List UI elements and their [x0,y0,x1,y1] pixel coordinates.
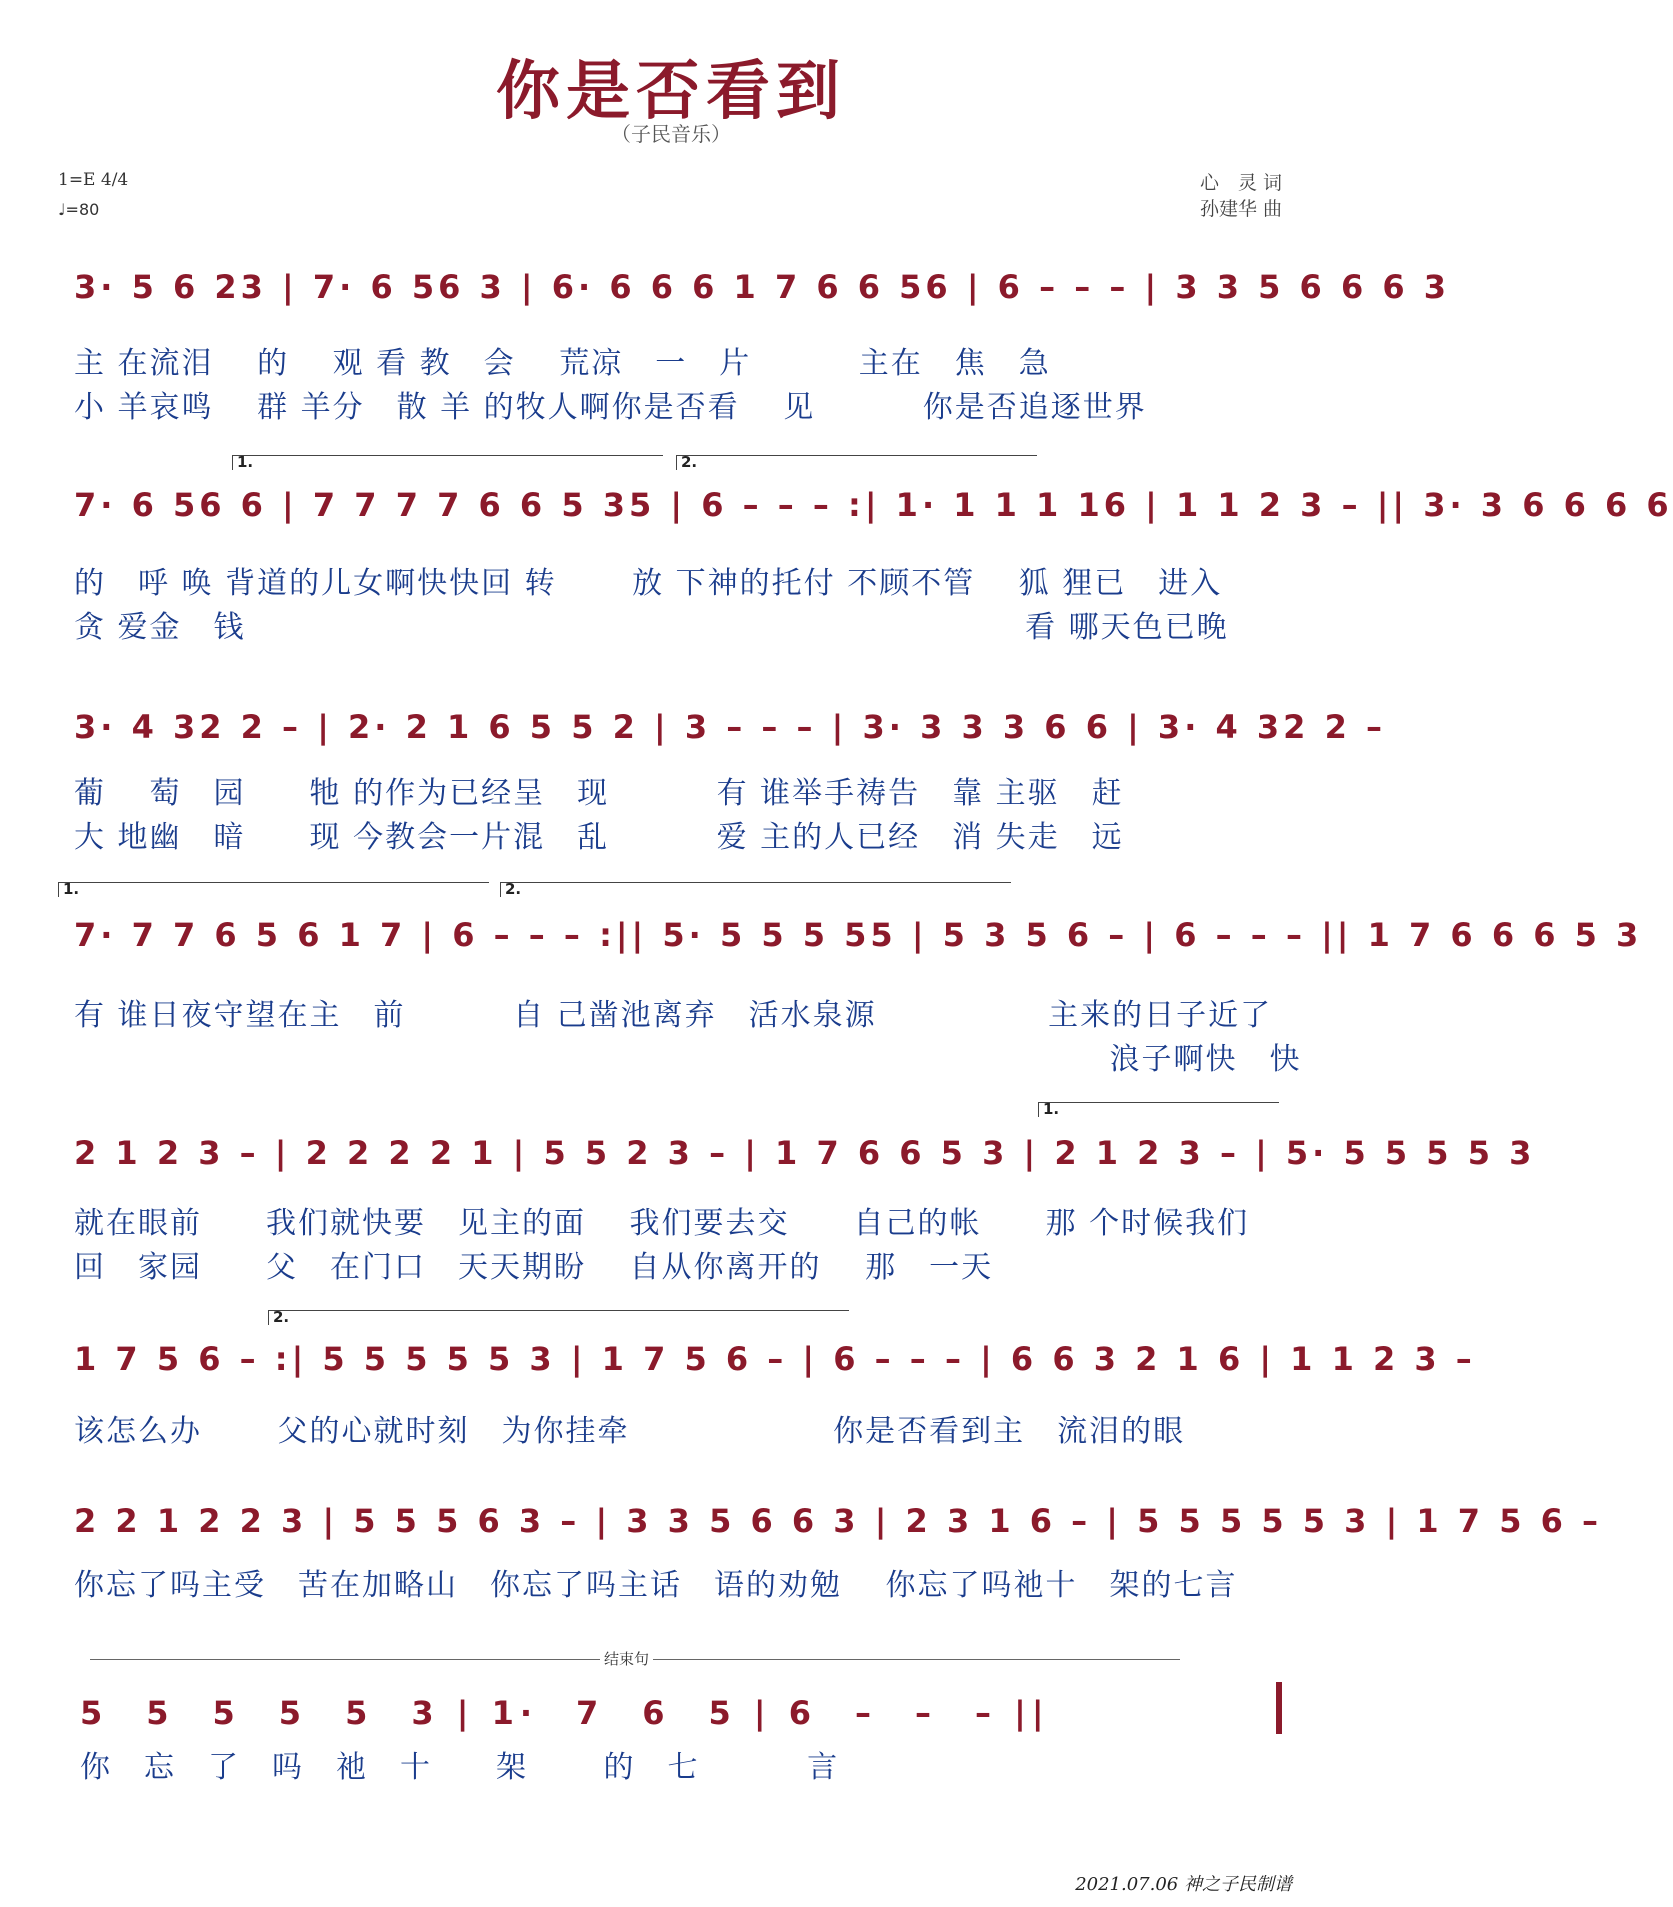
volta-second-ending [500,882,1011,897]
lyrics-row-8-verse-1: 你 忘 了 吗 祂 十 架 的 七 言 [80,1750,840,1785]
notation-row-6: 1 7 5 6 – :| 5 5 5 5 5 3 | 1 7 5 6 – | 6 – – – | 6 6 3 2 1 6 | 1 1 2 3 – [74,1340,1476,1378]
notation-row-8: 5 5 5 5 5 3 | 1· 7 6 5 | 6 – – – || [80,1694,1050,1732]
lyrics-row-2-verse-1: 的 呼 唤 背道的儿女啊快快回 转 放 下神的托付 不顾不管 狐 狸已 进入 [74,566,1223,601]
lyrics-row-2-verse-2: 贪 爱金 钱 看 哪天色已晚 [74,610,1229,645]
notation-row-5: 2 1 2 3 – | 2 2 2 2 1 | 5 5 2 3 – | 1 7 6 6 5 3 | 2 1 2 3 – | 5· 5 5 5 5 3 [74,1134,1536,1172]
footer-credit: 2021.07.06 神之子民制谱 [1075,1874,1292,1895]
lyrics-row-4-verse-2: 浪子啊快 快 [74,1042,1302,1077]
composer-credit: 孙建华 曲 [1199,198,1282,220]
lyrics-row-4-verse-1: 有 谁日夜守望在主 前 自 己凿池离弃 活水泉源 主来的日子近了 [74,998,1273,1033]
notation-row-1: 3· 5 6 23 | 7· 6 56 3 | 6· 6 6 6 1 7 6 6 56 | 6 – – – | 3 3 5 6 6 6 3 [74,268,1451,306]
key-signature: 1=E 4/4 [58,170,129,190]
lyrics-row-1-verse-2: 小 羊哀鸣 群 羊分 散 羊 的牧人啊你是否看 见 你是否追逐世界 [74,390,1147,425]
volta-label: 2. [505,880,522,898]
volta-first-ending [58,882,489,897]
lyrics-row-7-verse-1: 你忘了吗主受 苦在加略山 你忘了吗主话 语的劝勉 你忘了吗祂十 架的七言 [74,1568,1238,1603]
song-subtitle: （子民音乐） [611,122,731,146]
volta-first-ending [232,455,663,470]
final-barline [1276,1682,1282,1734]
volta-first-ending [1038,1102,1279,1117]
volta-label: 1. [237,453,254,471]
lyrics-row-6-verse-1: 该怎么办 父的心就时刻 为你挂牵 你是否看到主 流泪的眼 [74,1414,1186,1449]
lyrics-row-3-verse-1: 葡 萄 园 牠 的作为已经呈 现 有 谁举手祷告 靠 主驱 赶 [74,776,1124,811]
ending-label: 结束句 [600,1648,653,1669]
notation-row-3: 3· 4 32 2 – | 2· 2 1 6 5 5 2 | 3 – – – | 3· 3 3 3 6 6 | 3· 4 32 2 – [74,708,1386,746]
song-title: 你是否看到 [496,54,846,129]
volta-label: 2. [681,453,698,471]
tempo-marking: ♩=80 [58,200,100,219]
volta-label: 1. [1043,1100,1060,1118]
lyrics-row-3-verse-2: 大 地幽 暗 现 今教会一片混 乱 爱 主的人已经 消 失走 远 [74,820,1124,855]
volta-second-ending [676,455,1037,470]
lyricist-credit: 心 灵 词 [1199,172,1282,194]
lyrics-row-1-verse-1: 主 在流泪 的 观 看 教 会 荒凉 一 片 主在 焦 急 [74,346,1051,381]
lyrics-row-5-verse-2: 回 家园 父 在门口 天天期盼 自从你离开的 那 一天 [74,1250,994,1285]
volta-label: 2. [273,1308,290,1326]
notation-row-4: 7· 7 7 6 5 6 1 7 | 6 – – – :|| 5· 5 5 5 55 | 5 3 5 6 – | 6 – – – || 1 7 6 6 6 5 3 [74,916,1643,954]
volta-second-ending [268,1310,849,1325]
volta-label: 1. [63,880,80,898]
lyrics-row-5-verse-1: 就在眼前 我们就快要 见主的面 我们要去交 自己的帐 那 个时候我们 [74,1206,1250,1241]
notation-row-2: 7· 6 56 6 | 7 7 7 7 6 6 5 35 | 6 – – – :| 1· 1 1 1 16 | 1 1 2 3 – || 3· 3 6 6 6 6 [74,486,1673,524]
notation-row-7: 2 2 1 2 2 3 | 5 5 5 6 3 – | 3 3 5 6 6 3 | 2 3 1 6 – | 5 5 5 5 5 3 | 1 7 5 6 – [74,1502,1603,1540]
